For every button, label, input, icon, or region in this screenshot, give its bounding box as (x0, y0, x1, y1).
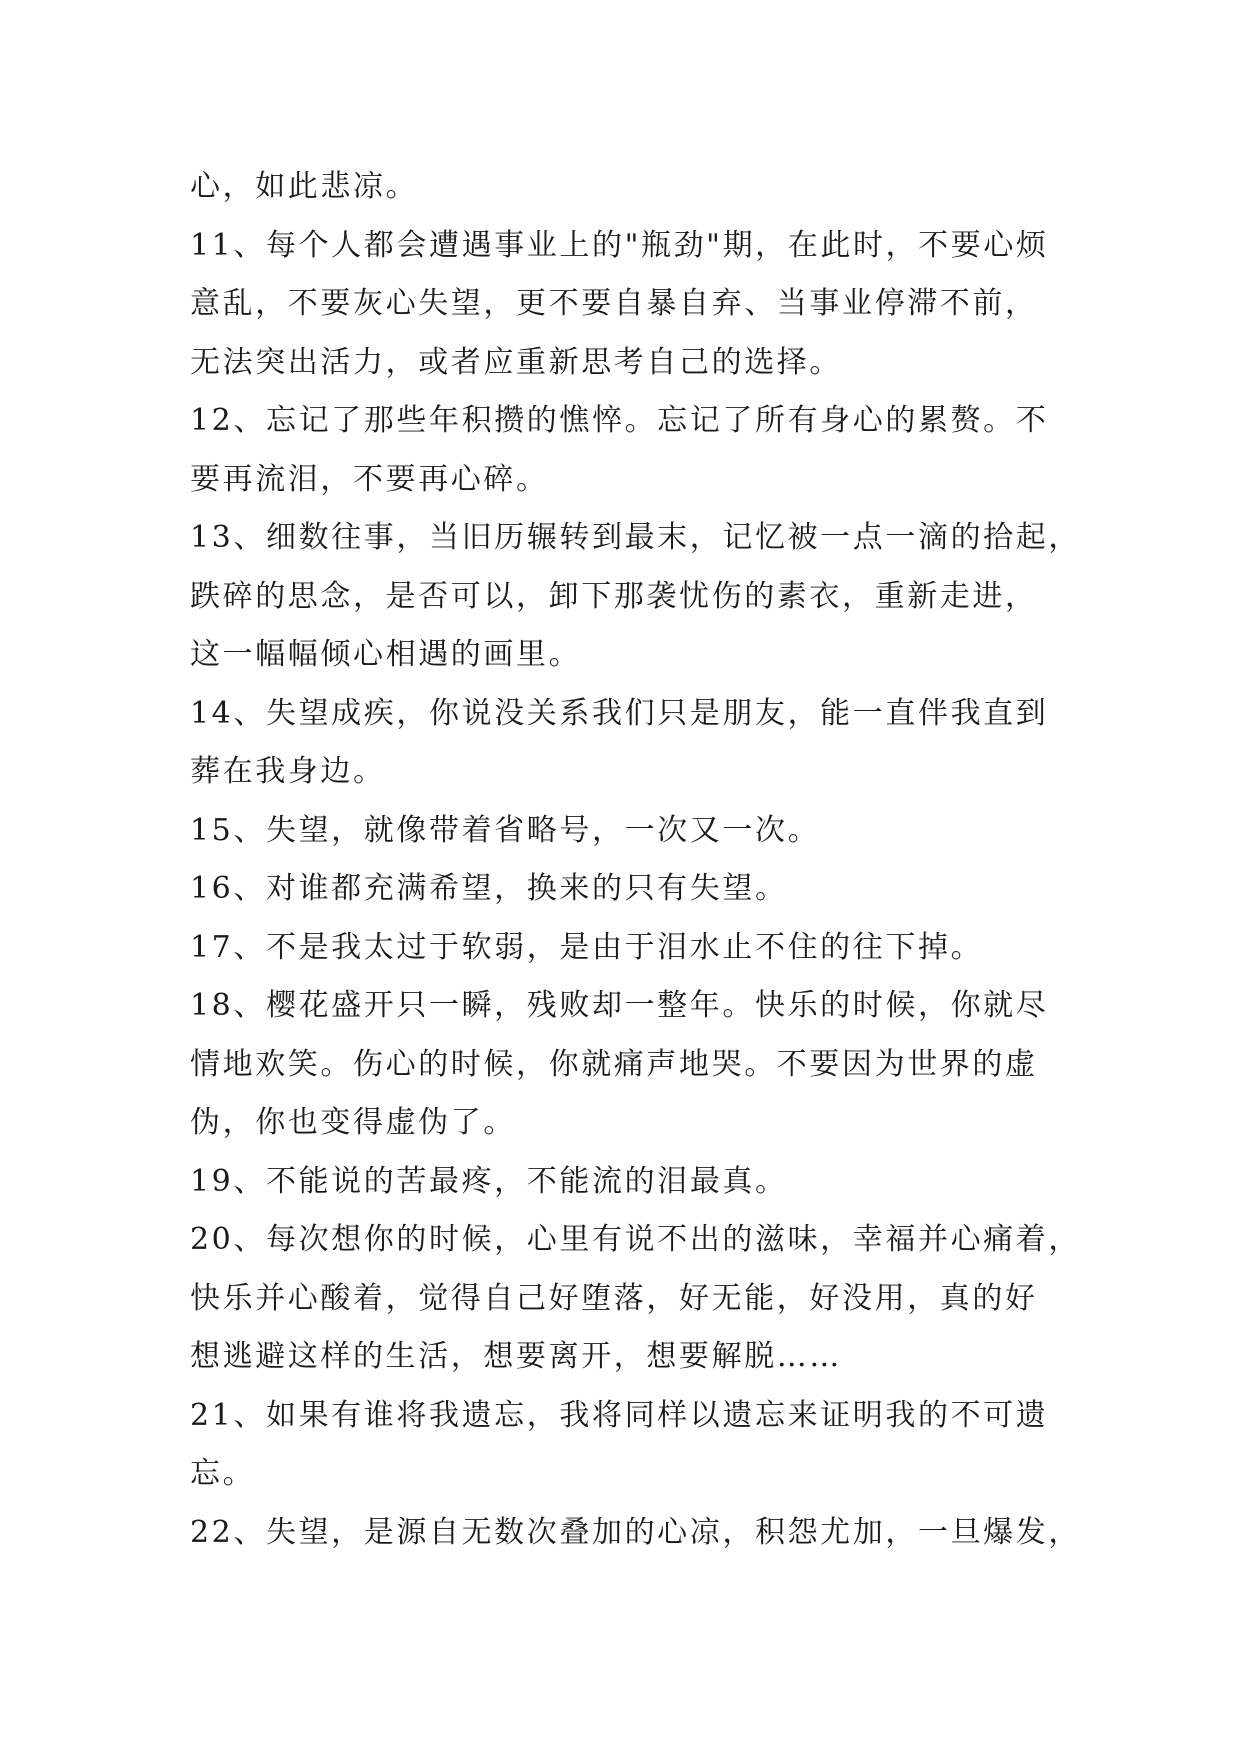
text-line: 17、不是我太过于软弱，是由于泪水止不住的往下掉。 (190, 929, 984, 965)
text-line: 无法突出活力，或者应重新思考自己的选择。 (190, 344, 842, 380)
text-line: 15、失望，就像带着省略号，一次又一次。 (190, 812, 821, 848)
text-line: 意乱，不要灰心失望，更不要自暴自弃、当事业停滞不前， (190, 286, 1038, 321)
text-line: 22、失望，是源自无数次叠加的心凉，积怨尤加，一旦爆发， (190, 1514, 1081, 1550)
text-line: 要再流泪，不要再心碎。 (190, 461, 549, 497)
text-line: 想逃避这样的生活，想要离开，想要解脱…… (190, 1339, 842, 1374)
text-line: 快乐并心酸着，觉得自己好堕落，好无能，好没用，真的好 (190, 1280, 1038, 1316)
text-line: 葬在我身边。 (190, 754, 386, 789)
text-line: 14、失望成疾，你说没关系我们只是朋友，能一直伴我直到 (190, 695, 1049, 731)
text-line: 13、细数往事，当旧历辗转到最末，记忆被一点一滴的拾起， (190, 520, 1081, 555)
text-line: 19、不能说的苦最疼，不能流的泪最真。 (190, 1163, 788, 1199)
text-line: 情地欢笑。伤心的时候，你就痛声地哭。不要因为世界的虚 (190, 1046, 1038, 1082)
text-line: 18、樱花盛开只一瞬，残败却一整年。快乐的时候，你就尽 (190, 988, 1049, 1023)
text-line: 这一幅幅倾心相遇的画里。 (190, 637, 582, 672)
text-line: 16、对谁都充满希望，换来的只有失望。 (190, 871, 788, 906)
text-line: 11、每个人都会遭遇事业上的"瓶劲"期，在此时，不要心烦 (190, 227, 1049, 263)
text-line: 忘。 (190, 1456, 256, 1491)
document-body (190, 158, 1081, 1562)
text-line: 12、忘记了那些年积攒的憔悴。忘记了所有身心的累赘。不 (190, 403, 1049, 438)
text-line: 20、每次想你的时候，心里有说不出的滋味，幸福并心痛着， (190, 1222, 1081, 1257)
text-line: 伪，你也变得虚伪了。 (190, 1105, 516, 1140)
text-line: 心，如此悲凉。 (190, 169, 419, 204)
text-line: 跌碎的思念，是否可以，卸下那袭忧伤的素衣，重新走进， (190, 578, 1038, 614)
text-line: 21、如果有谁将我遗忘，我将同样以遗忘来证明我的不可遗 (190, 1397, 1049, 1433)
